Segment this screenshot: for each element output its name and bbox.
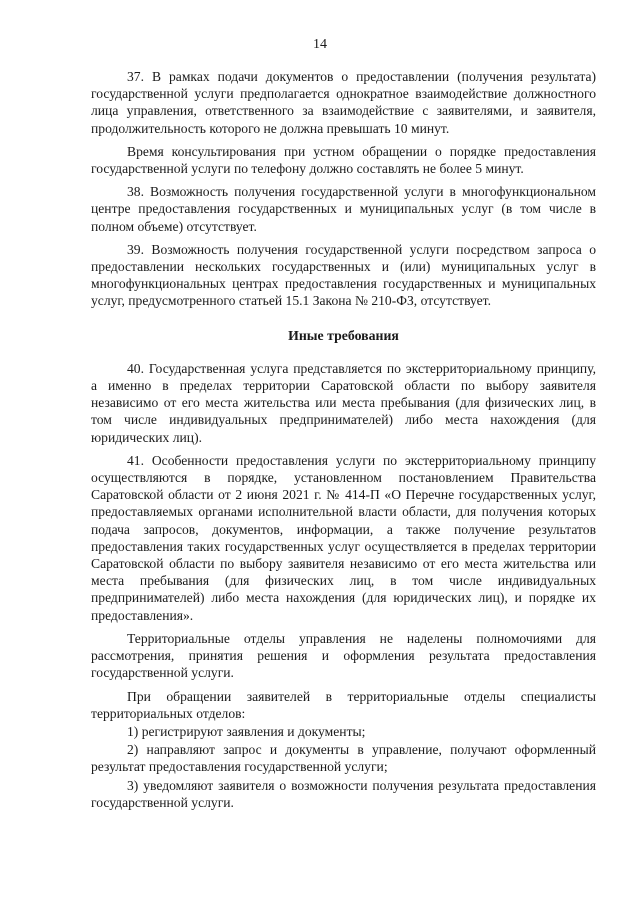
paragraph-41: 41. Особенности предоставления услуги по экстерриториальному принципу осуществляются в порядке, установленном постановлением Правительства Саратовской области от 2 июня 2021 г. № 414-П «О Перечне государственных услуг, предоставляемых органами исполнительной власти области, для получения которых подача запросов, документов, информации, а также получение результатов предоставления таких государственных услуг осуществляется в пределах территории Саратовской области по выбору заявителя независимо от его места жительства или места пребывания (для физических лиц, в том числе индивидуальных предпринимателей) либо места нахождения (для юридических лиц), и порядке их предоставления». — [91, 452, 596, 623]
document-body — [91, 68, 596, 811]
list-item-3: 3) уведомляют заявителя о возможности получения результата предоставления государственной услуги. — [91, 777, 596, 810]
paragraph-38: 38. Возможность получения государственной услуги в многофункциональном центре предоставления государственных и муниципальных услуг (в том числе в полном объеме) отсутствует. — [91, 184, 596, 234]
paragraph-territorial-departments: Территориальные отделы управления не наделены полномочиями для рассмотрения, принятия решения и оформления результата предоставления государственной услуги. — [91, 630, 596, 681]
paragraph-consultation-time: Время консультирования при устном обращении о порядке предоставления государственной услуги по телефону должно составлять не более 5 минут. — [91, 143, 596, 177]
paragraph-39: 39. Возможность получения государственной услуги посредством запроса о предоставлении нескольких государственных и (или) муниципальных услуг в многофункциональных центрах предоставления государственных и муниципальных услуг, предусмотренного статьей 15.1 Закона № 210-ФЗ, отсутствует. — [91, 241, 596, 309]
list-item-1: 1) регистрируют заявления и документы; — [127, 723, 366, 739]
paragraph-37: 37. В рамках подачи документов о предоставлении (получения результата) государственной услуги предполагается однократное взаимодействие должностного лица управления, ответственного за взаимодействие с заявителями, и заявителя, продолжительность которого не должна превышать 10 минут. — [91, 69, 596, 136]
paragraph-applicant-appeal: При обращении заявителей в территориальные отделы специалисты территориальных отделов: — [91, 688, 596, 721]
section-heading: Иные требования — [288, 327, 399, 343]
list-item-2: 2) направляют запрос и документы в управление, получают оформленный результат предоставления государственной услуги; — [91, 742, 596, 775]
paragraph-40: 40. Государственная услуга представляется по экстерриториальному принципу, а именно в пределах территории Саратовской области по выбору заявителя независимо от его места жительства или места пребывания (для физических лиц, в том числе индивидуальных предпринимателей) либо места нахождения (для юридических лиц). — [91, 360, 596, 445]
page-number: 14 — [313, 37, 327, 52]
